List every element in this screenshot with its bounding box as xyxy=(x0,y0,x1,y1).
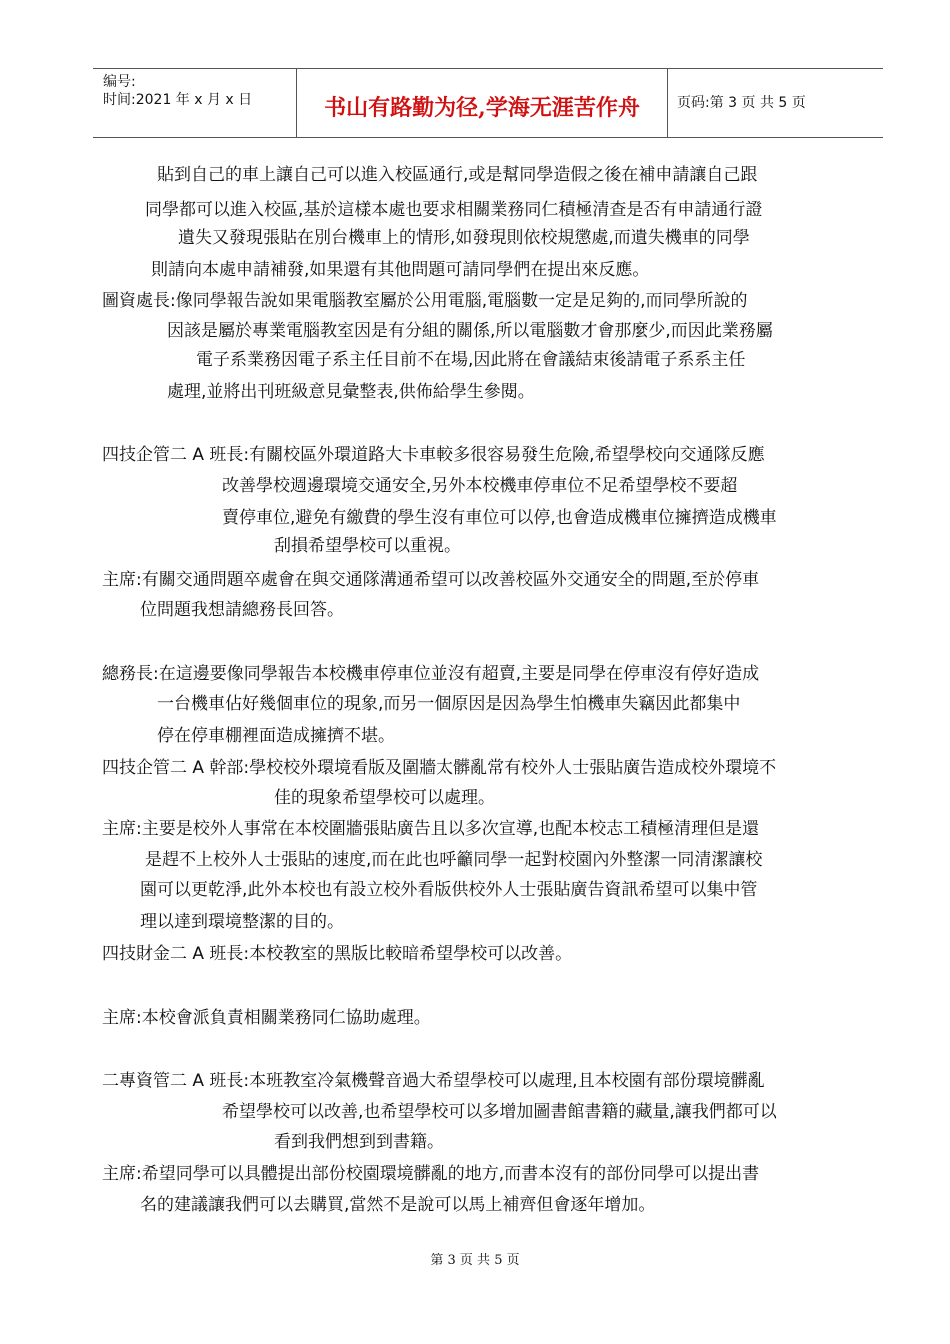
body-line: 遺失又發現張貼在別台機車上的情形,如發現則依校規懲處,而遺失機車的同學 xyxy=(178,228,750,248)
header-meta-cell xyxy=(93,69,296,137)
document-number-label: 编号: xyxy=(103,74,136,90)
body-line: 佳的現象希望學校可以處理。 xyxy=(274,788,495,808)
body-line: 改善學校週邊環境交通安全,另外本校機車停車位不足希望學校不要超 xyxy=(222,476,738,496)
page-header xyxy=(93,68,883,138)
body-line: 看到我們想到到書籍。 xyxy=(274,1132,444,1152)
body-line: 刮損希望學校可以重視。 xyxy=(274,536,461,556)
body-line: 園可以更乾淨,此外本校也有設立校外看版供校外人士張貼廣告資訊希望可以集中管 xyxy=(140,880,758,900)
body-line: 位問題我想請總務長回答。 xyxy=(140,600,344,620)
body-line: 貼到自己的車上讓自己可以進入校區通行,或是幫同學造假之後在補申請讓自己跟 xyxy=(157,165,758,185)
body-line: 停在停車棚裡面造成擁擠不堪。 xyxy=(157,726,395,746)
body-line: 圖資處長:像同學報告說如果電腦教室屬於公用電腦,電腦數一定是足夠的,而同學所說的 xyxy=(102,291,748,311)
body-line: 電子系業務因電子系主任目前不在場,因此將在會議結束後請電子系系主任 xyxy=(196,350,746,370)
body-line: 處理,並將出刊班級意見彙整表,供佈給學生參閱。 xyxy=(167,382,535,402)
header-motto: 书山有路勤为径,学海无涯苦作舟 xyxy=(324,95,640,121)
body-line: 四技財金二 A 班長:本校教室的黑版比較暗希望學校可以改善。 xyxy=(102,944,573,964)
body-line: 主席:有關交通問題卒處會在與交通隊溝通希望可以改善校區外交通安全的問題,至於停車 xyxy=(102,570,760,590)
page-footer: 第 3 页 共 5 页 xyxy=(430,1253,520,1268)
body-line: 四技企管二 A 幹部:學校校外環境看版及圍牆太髒亂常有校外人士張貼廣告造成校外環境不 xyxy=(102,758,777,778)
body-line: 一台機車佔好幾個車位的現象,而另一個原因是因為學生怕機車失竊因此都集中 xyxy=(157,694,741,714)
body-line: 二專資管二 A 班長:本班教室冷氣機聲音過大希望學校可以處理,且本校園有部份環境髒亂 xyxy=(102,1071,765,1091)
body-line: 主席:希望同學可以具體提出部份校園環境髒亂的地方,而書本沒有的部份同學可以提出書 xyxy=(102,1164,760,1184)
body-line: 主席:主要是校外人事常在本校圍牆張貼廣告且以多次宣導,也配本校志工積極清理但是還 xyxy=(102,819,760,839)
body-line: 名的建議讓我們可以去購買,當然不是說可以馬上補齊但會逐年增加。 xyxy=(140,1195,656,1215)
body-line: 賣停車位,避免有繳費的學生沒有車位可以停,也會造成機車位擁擠造成機車 xyxy=(222,508,777,528)
body-line: 總務長:在這邊要像同學報告本校機車停車位並沒有超賣,主要是同學在停車沒有停好造成 xyxy=(102,664,760,684)
body-line: 希望學校可以改善,也希望學校可以多增加圖書館書籍的藏量,讓我們都可以 xyxy=(222,1102,777,1122)
header-motto-cell xyxy=(296,69,668,137)
body-line: 四技企管二 A 班長:有關校區外環道路大卡車較多很容易發生危險,希望學校向交通隊反應 xyxy=(102,445,765,465)
body-line: 同學都可以進入校區,基於這樣本處也要求相關業務同仁積極清查是否有申請通行證 xyxy=(145,200,763,220)
body-line: 主席:本校會派負責相關業務同仁協助處理。 xyxy=(102,1008,431,1028)
body-line: 理以達到環境整潔的目的。 xyxy=(140,912,344,932)
body-line: 因該是屬於專業電腦教室因是有分組的關係,所以電腦數才會那麼少,而因此業務屬 xyxy=(167,321,773,341)
header-page-number: 页码:第 3 页 共 5 页 xyxy=(677,95,806,111)
body-line: 則請向本處申請補發,如果還有其他問題可請同學們在提出來反應。 xyxy=(151,260,650,280)
header-page-cell xyxy=(667,69,883,137)
body-line: 是趕不上校外人士張貼的速度,而在此也呼籲同學一起對校園內外整潔一同清潔讓校 xyxy=(145,850,763,870)
document-time-label: 时间:2021 年 x 月 x 日 xyxy=(103,92,253,108)
